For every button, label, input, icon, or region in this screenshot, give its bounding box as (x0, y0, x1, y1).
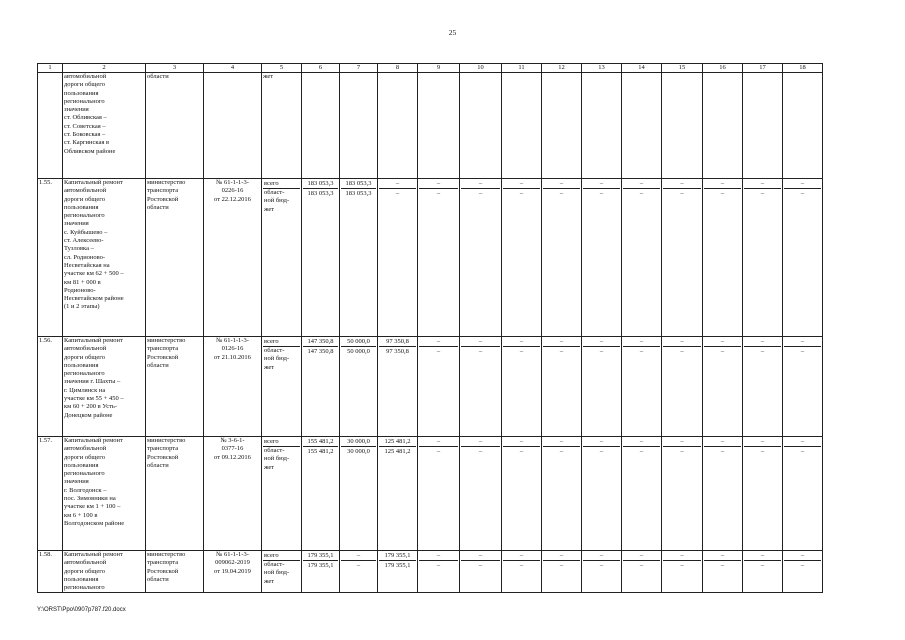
amount-value: – (639, 190, 644, 197)
amount-value: – (784, 337, 821, 347)
column-number: 17 (743, 64, 783, 73)
document-number: № 61-1-1-3- 0126-16 от 21.10.2016 (204, 337, 262, 437)
amount-value: – (663, 551, 701, 561)
amount-cell (662, 437, 703, 551)
amount-value: 183 053,3 (341, 179, 376, 189)
amount-value: – (543, 337, 580, 347)
amount-value: – (436, 190, 441, 197)
amount-cell (460, 337, 502, 437)
amount-cell (542, 437, 582, 551)
column-number-row (38, 64, 823, 73)
funding-source-line: област- ной бюд- жет (264, 561, 290, 585)
amount-value: – (436, 562, 441, 569)
amount-value: – (379, 179, 416, 189)
continued-row (38, 73, 823, 179)
amount-value: – (503, 551, 540, 561)
measure-name: Капитальный ремонт автомобильной дороги общего пользования регионального значения г. Шахты – г. Цимлянск на участке км 55 + 450 – км 60 + 200 в Усть- Донецком районе (63, 337, 146, 437)
column-number: 1 (38, 64, 63, 73)
amount-value: 183 053,3 (345, 190, 372, 197)
table-row (38, 337, 823, 437)
funding-source (262, 179, 302, 337)
amount-cell (302, 551, 340, 593)
amount-value: – (461, 551, 500, 561)
amount-value: – (784, 437, 821, 447)
amount-value: – (559, 562, 564, 569)
amount-value: – (704, 551, 741, 561)
amount-value: – (639, 562, 644, 569)
amount-cell (340, 179, 378, 337)
amount-value: – (800, 448, 805, 455)
amount-cell (582, 437, 622, 551)
amount-value: – (436, 448, 441, 455)
amount-cell (582, 551, 622, 593)
column-number: 6 (302, 64, 340, 73)
column-number: 8 (378, 64, 418, 73)
document-number: № 61-1-1-3- 009062-2019 от 19.04.2019 (204, 551, 262, 593)
amount-value: – (623, 551, 660, 561)
amount-value: 155 481,2 (303, 437, 338, 447)
amount-cell (302, 437, 340, 551)
amount-value: – (461, 437, 500, 447)
amount-value: 179 355,1 (307, 562, 334, 569)
funding-source-line: област- ной бюд- жет (264, 447, 290, 471)
amount-value: – (680, 190, 684, 197)
column-number: 9 (418, 64, 460, 73)
amount-value: – (623, 179, 660, 189)
amount-cell (418, 437, 460, 551)
amount-value: 155 481,2 (307, 448, 334, 455)
amount-value: – (663, 437, 701, 447)
amount-value: – (478, 348, 483, 355)
amount-cell (703, 437, 743, 551)
amount-cell (502, 179, 542, 337)
amount-cell (418, 179, 460, 337)
amount-cell (622, 337, 662, 437)
amount-value: – (559, 348, 564, 355)
amount-value: – (744, 337, 781, 347)
amount-value: 183 053,3 (303, 179, 338, 189)
amount-value: 125 481,2 (379, 437, 416, 447)
table-row (38, 179, 823, 337)
amount-value: – (341, 551, 376, 561)
amount-cell (340, 551, 378, 593)
amount-value: – (704, 337, 741, 347)
column-number: 15 (662, 64, 703, 73)
amount-value: – (639, 448, 644, 455)
amount-value: – (760, 190, 765, 197)
amount-value: – (623, 437, 660, 447)
amount-cell (783, 179, 823, 337)
table-row (38, 437, 823, 551)
column-number: 2 (63, 64, 146, 73)
amount-value: – (639, 348, 644, 355)
column-number: 3 (146, 64, 204, 73)
amount-value: – (720, 190, 725, 197)
amount-cell (460, 437, 502, 551)
amount-value: – (436, 348, 441, 355)
amount-value: – (543, 437, 580, 447)
measure-name: Капитальный ремонт автомобильной дороги общего пользования регионального (63, 551, 146, 593)
amount-cell (542, 337, 582, 437)
amount-value: 179 355,1 (384, 562, 411, 569)
amount-value: – (559, 190, 564, 197)
measure-name: Капитальный ремонт автомобильной дороги общего пользования регионального значения с. Куйбышево – ст. Алексеево- Тузловка – сл. Родионово- Несветайская на участке км 62 + 500 – км 81 + 000 в Родионово- Несветайском районе (1 и 2 этапы) (63, 179, 146, 337)
amount-value: – (519, 448, 524, 455)
amount-cell (783, 337, 823, 437)
amount-cell (662, 179, 703, 337)
amount-cell (622, 437, 662, 551)
amount-value: – (760, 562, 765, 569)
amount-value: – (503, 179, 540, 189)
column-number: 5 (262, 64, 302, 73)
amount-value: – (583, 437, 620, 447)
amount-cell (783, 437, 823, 551)
amount-value: – (395, 190, 400, 197)
amount-value: – (760, 348, 765, 355)
row-number: 1.56. (38, 337, 63, 437)
amount-cell (783, 551, 823, 593)
amount-value: – (784, 179, 821, 189)
amount-value: 50 000,0 (341, 337, 376, 347)
amount-value: – (800, 562, 805, 569)
amount-value: – (744, 179, 781, 189)
responsible-org: министерство транспорта Ростовской области (146, 551, 204, 593)
column-number: 16 (703, 64, 743, 73)
amount-value: 179 355,1 (379, 551, 416, 561)
funding-source-line: всего (263, 551, 300, 561)
amount-value: – (583, 551, 620, 561)
column-number: 4 (204, 64, 262, 73)
column-number: 7 (340, 64, 378, 73)
amount-value: 147 350,8 (307, 348, 334, 355)
amount-cell (743, 551, 783, 593)
amount-value: – (543, 551, 580, 561)
responsible-org: министерство транспорта Ростовской области (146, 179, 204, 337)
amount-cell (502, 551, 542, 593)
amount-value: – (599, 562, 604, 569)
amount-value: – (744, 551, 781, 561)
row-number: 1.55. (38, 179, 63, 337)
amount-value: – (519, 348, 524, 355)
amount-cell (302, 179, 340, 337)
amount-value: – (663, 337, 701, 347)
amount-value: – (760, 448, 765, 455)
amount-cell (340, 437, 378, 551)
amount-value: – (419, 179, 458, 189)
amount-value: – (744, 437, 781, 447)
amount-cell (340, 337, 378, 437)
amount-value: – (478, 562, 483, 569)
document-number: № 3-6-1- 0377-16 от 09.12.2016 (204, 437, 262, 551)
amount-value: – (784, 551, 821, 561)
amount-value: – (583, 337, 620, 347)
amount-value: – (503, 437, 540, 447)
amount-value: – (599, 348, 604, 355)
document-number: № 61-1-1-3- 0226-16 от 22.12.2016 (204, 179, 262, 337)
responsible-org: министерство транспорта Ростовской области (146, 337, 204, 437)
responsible-org: министерство транспорта Ростовской области (146, 437, 204, 551)
amount-value: – (461, 179, 500, 189)
column-number: 18 (783, 64, 823, 73)
amount-value: 179 355,1 (303, 551, 338, 561)
amount-cell (582, 179, 622, 337)
amount-value: – (720, 562, 725, 569)
amount-cell (703, 551, 743, 593)
amount-value: – (704, 437, 741, 447)
column-number: 10 (460, 64, 502, 73)
amount-value: – (519, 562, 524, 569)
amount-value: – (559, 448, 564, 455)
amount-value: – (680, 348, 684, 355)
measure-name: Капитальный ремонт автомобильной дороги общего пользования регионального значения г. Волгодонск – пос. Зимовники на участке км 1 + 100 – км 6 + 100 в Волгодонском районе (63, 437, 146, 551)
column-number: 13 (582, 64, 622, 73)
amount-cell (302, 337, 340, 437)
amount-cell (418, 337, 460, 437)
amount-cell (460, 551, 502, 593)
amount-value: – (583, 179, 620, 189)
row-number: 1.58. (38, 551, 63, 593)
amount-cell (743, 337, 783, 437)
amount-cell (662, 551, 703, 593)
amount-value: – (461, 337, 500, 347)
amount-value: 97 350,8 (386, 348, 409, 355)
amount-value: – (663, 179, 701, 189)
amount-cell (662, 337, 703, 437)
amount-value: 30 000,0 (341, 437, 376, 447)
funding-source-line: област- ной бюд- жет (264, 189, 290, 213)
amount-cell (378, 437, 418, 551)
amount-value: – (680, 448, 684, 455)
amount-value: – (478, 190, 483, 197)
amount-value: 147 350,8 (303, 337, 338, 347)
funding-source-line: област- ной бюд- жет (264, 347, 290, 371)
amount-cell (582, 337, 622, 437)
amount-cell (743, 179, 783, 337)
funding-source (262, 337, 302, 437)
amount-value: – (356, 562, 361, 569)
amount-cell (703, 337, 743, 437)
amount-value: – (599, 448, 604, 455)
amount-value: 30 000,0 (347, 448, 370, 455)
amount-value: 97 350,8 (379, 337, 416, 347)
amount-value: 183 053,3 (307, 190, 334, 197)
amount-cell (378, 337, 418, 437)
funding-source-line: всего (263, 437, 300, 447)
funding-source (262, 437, 302, 551)
table-row (38, 551, 823, 593)
amount-value: – (543, 179, 580, 189)
amount-value: – (720, 348, 725, 355)
amount-value: – (419, 437, 458, 447)
amount-cell (502, 437, 542, 551)
row-number: 1.57. (38, 437, 63, 551)
responsible-org: области (146, 73, 204, 179)
amount-value: – (478, 448, 483, 455)
amount-value: – (704, 179, 741, 189)
amount-value: – (419, 337, 458, 347)
amount-value: – (800, 190, 805, 197)
page-number: 25 (448, 28, 457, 37)
amount-cell (378, 551, 418, 593)
column-number: 14 (622, 64, 662, 73)
amount-value: 50 000,0 (347, 348, 370, 355)
amount-cell (622, 179, 662, 337)
measure-name: автомобильной дороги общего пользования регионального значения ст. Обливская – ст. Советская – ст. Боковская – ст. Каргинская в Обливском районе (63, 73, 146, 179)
amount-value: – (599, 190, 604, 197)
amount-value: 125 481,2 (384, 448, 411, 455)
amount-cell (703, 179, 743, 337)
amount-cell (542, 551, 582, 593)
amount-value: – (519, 190, 524, 197)
amount-value: – (623, 337, 660, 347)
funding-source: жет (262, 73, 302, 179)
funding-source-line: всего (263, 337, 300, 347)
amount-cell (418, 551, 460, 593)
amount-value: – (503, 337, 540, 347)
funding-source-line: всего (263, 179, 300, 189)
file-path-footer: Y:\ORST\Ppo\0907p787.f20.docx (37, 607, 126, 613)
column-number: 11 (502, 64, 542, 73)
column-number: 12 (542, 64, 582, 73)
amount-cell (622, 551, 662, 593)
amount-cell (460, 179, 502, 337)
amount-cell (542, 179, 582, 337)
amount-value: – (720, 448, 725, 455)
amount-cell (378, 179, 418, 337)
amount-cell (502, 337, 542, 437)
amount-value: – (800, 348, 805, 355)
amount-cell (743, 437, 783, 551)
program-table (37, 63, 823, 593)
amount-value: – (680, 562, 684, 569)
funding-source (262, 551, 302, 593)
amount-value: – (419, 551, 458, 561)
